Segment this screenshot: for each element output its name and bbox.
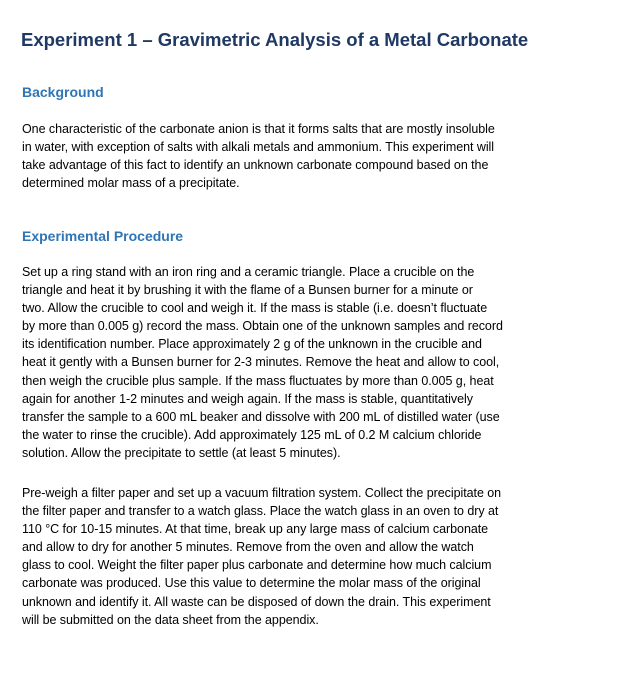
text-line: Pre-weigh a filter paper and set up a vacuum filtration system. Collect the precipitate on — [22, 486, 502, 500]
text-line: the filter paper and transfer to a watch glass. Place the watch glass in an oven to dry at — [22, 504, 499, 519]
text-line: unknown and identify it. All waste can be disposed of down the drain. This experiment — [22, 594, 491, 609]
text-line: transfer the sample to a 600 mL beaker and dissolve with 200 mL of distilled water (use — [22, 409, 500, 424]
text-line: solution. Allow the precipitate to settle (at least 5 minutes). — [22, 445, 341, 460]
background-heading: Background — [22, 84, 104, 100]
text-line: carbonate was produced. Use this value to determine the molar mass of the original — [22, 576, 481, 591]
text-line: and allow to dry for another 5 minutes. Remove from the oven and allow the watch — [22, 540, 474, 555]
procedure-paragraph-1 — [22, 263, 600, 462]
text-line: 110 °C for 10-15 minutes. At that time, break up any large mass of calcium carbonate — [22, 522, 489, 537]
document-title: Experiment 1 – Gravimetric Analysis of a Metal Carbonate — [21, 29, 529, 50]
background-paragraph — [22, 120, 600, 192]
text-line: take advantage of this fact to identify an unknown carbonate compound based on the — [22, 158, 489, 173]
text-line: determined molar mass of a precipitate. — [22, 176, 240, 191]
text-line: Set up a ring stand with an iron ring and a ceramic triangle. Place a crucible on the — [22, 265, 475, 279]
text-line: two. Allow the crucible to cool and weigh it. If the mass is stable (i.e. doesn’t fluctuate — [22, 301, 488, 316]
text-line: again for another 1-2 minutes and weigh again. If the mass is stable, quantitatively — [22, 391, 473, 406]
text-line: triangle and heat it by brushing it with the flame of a Bunsen burner for a minute or — [22, 283, 473, 298]
text-line: in water, with exception of salts with alkali metals and ammonium. This experiment will — [22, 140, 495, 155]
procedure-heading: Experimental Procedure — [22, 228, 184, 244]
text-line: then weigh the crucible plus sample. If the mass fluctuates by more than 0.005 g, heat — [22, 373, 494, 388]
procedure-paragraph-2 — [22, 484, 600, 629]
text-line: the water to rinse the crucible). Add approximately 125 mL of 0.2 M calcium chloride — [22, 427, 482, 442]
text-line: by more than 0.005 g) record the mass. Obtain one of the unknown samples and record — [22, 319, 503, 334]
text-line: One characteristic of the carbonate anion is that it forms salts that are mostly insoluble — [22, 122, 495, 136]
text-line: its identification number. Place approximately 2 g of the unknown in the crucible and — [22, 337, 482, 352]
text-line: heat it gently with a Bunsen burner for 2-3 minutes. Remove the heat and allow to cool, — [22, 355, 500, 370]
text-line: glass to cool. Weight the filter paper plus carbonate and determine how much calcium — [22, 558, 492, 573]
text-line: will be submitted on the data sheet from the appendix. — [22, 612, 319, 627]
